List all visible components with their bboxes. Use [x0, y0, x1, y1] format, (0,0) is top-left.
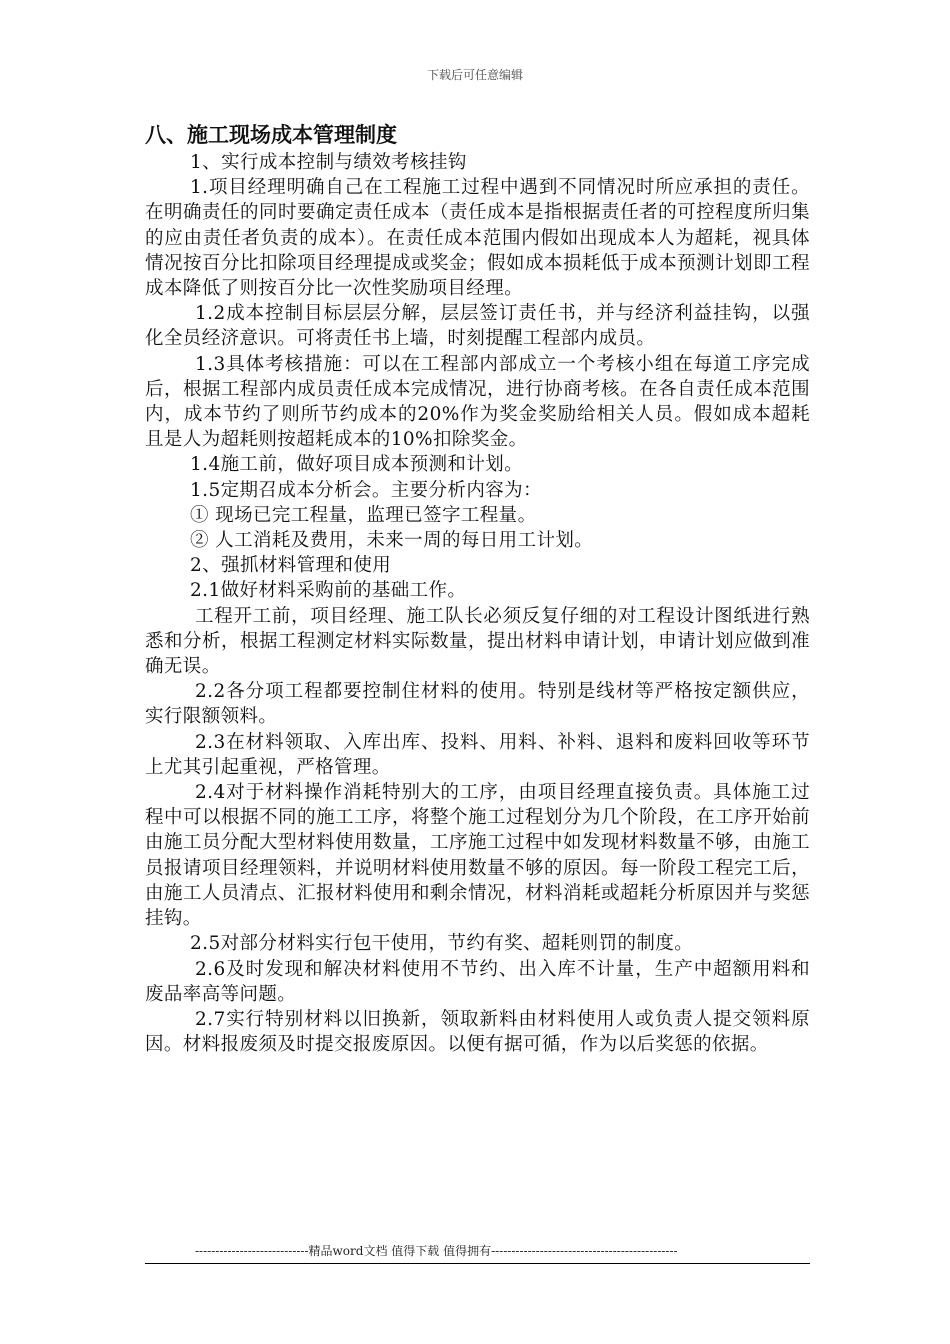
paragraph: 1.5定期召成本分析会。主要分析内容为： [190, 479, 542, 501]
paragraph: 1.3具体考核措施：可以在工程部内部成立一个考核小组在每道工序完成后，根据工程部内成员责任成本完成情况，进行协商考核。在各自责任成本范围内，成本节约了则所节约成本的20%作为奖金奖励给相关人员。假如成本超耗且是人为超耗则按超耗成本的10%扣除奖金。 [145, 353, 810, 451]
paragraph: ② 人工消耗及费用，未来一周的每日用工计划。 [190, 530, 594, 552]
document-body [145, 120, 810, 1057]
paragraph: 2.3在材料领取、入库出库、投料、用料、补料、退料和废料回收等环节上尤其引起重视，严格管理。 [145, 731, 810, 778]
paragraph: 1.4施工前，做好项目成本预测和计划。 [190, 454, 524, 476]
page-title: 八、施工现场成本管理制度 [145, 122, 397, 147]
paragraph: ① 现场已完工程量，监理已签字工程量。 [190, 504, 537, 526]
paragraph: 1、实行成本控制与绩效考核挂钩 [190, 152, 467, 173]
paragraph: 1.2成本控制目标层层分解，层层签订责任书，并与经济利益挂钩，以强化全员经济意识。可将责任书上墙，时刻提醒工程部内成员。 [145, 303, 810, 350]
paragraph: 工程开工前，项目经理、施工队长必须反复仔细的对工程设计图纸进行熟悉和分析，根据工程测定材料实际数量，提出材料申请计划，申请计划应做到准确无误。 [145, 605, 810, 678]
paragraph: 2.5对部分材料实行包干使用，节约有奖、超耗则罚的制度。 [190, 933, 694, 955]
paragraph: 2、强抓材料管理和使用 [190, 555, 392, 577]
paragraph: 1.项目经理明确自己在工程施工过程中遇到不同情况时所应承担的责任。在明确责任的同时要确定责任成本（责任成本是指根据责任者的可控程度所归集的应由责任者负责的成本）。在责任成本范围内假如出现成本人为超耗，视具体情况按百分比扣除项目经理提成或奖金；假如成本损耗低于成本预测计划即工程成本降低了则按百分比一次性奖励项目经理。 [145, 177, 810, 300]
paragraph: 2.4对于材料操作消耗特别大的工序，由项目经理直接负责。具体施工过程中可以根据不同的施工工序，将整个施工过程划分为几个阶段，在工序开始前由施工员分配大型材料使用数量，工序施工过程中如发现材料数量不够，由施工员报请项目经理领料，并说明材料使用数量不够的原因。每一阶段工程完工后，由施工人员清点、汇报材料使用和剩余情况，材料消耗或超耗分析原因并与奖惩挂钩。 [145, 782, 810, 930]
footer-rule [145, 1263, 810, 1264]
header-note: 下载后可任意编辑 [426, 68, 523, 82]
paragraph: 2.7实行特别材料以旧换新，领取新料由材料使用人或负责人提交领料原因。材料报废须及时提交报废原因。以便有据可循，作为以后奖惩的依据。 [145, 1008, 810, 1056]
paragraph: 2.1做好材料采购前的基础工作。 [190, 580, 467, 602]
paragraph-list [145, 150, 810, 1057]
paragraph: 2.6及时发现和解决材料使用不节约、出入库不计量，生产中超额用料和废品率高等问题。 [145, 958, 810, 1005]
paragraph: 2.2各分项工程都要控制住材料的使用。特别是线材等严格按定额供应，实行限额领料。 [145, 681, 810, 728]
page-footer [145, 1242, 810, 1264]
footer-text: ----------------------------精品word文档 值得下载 值得拥有---------------------------------------------- [195, 1244, 678, 1258]
